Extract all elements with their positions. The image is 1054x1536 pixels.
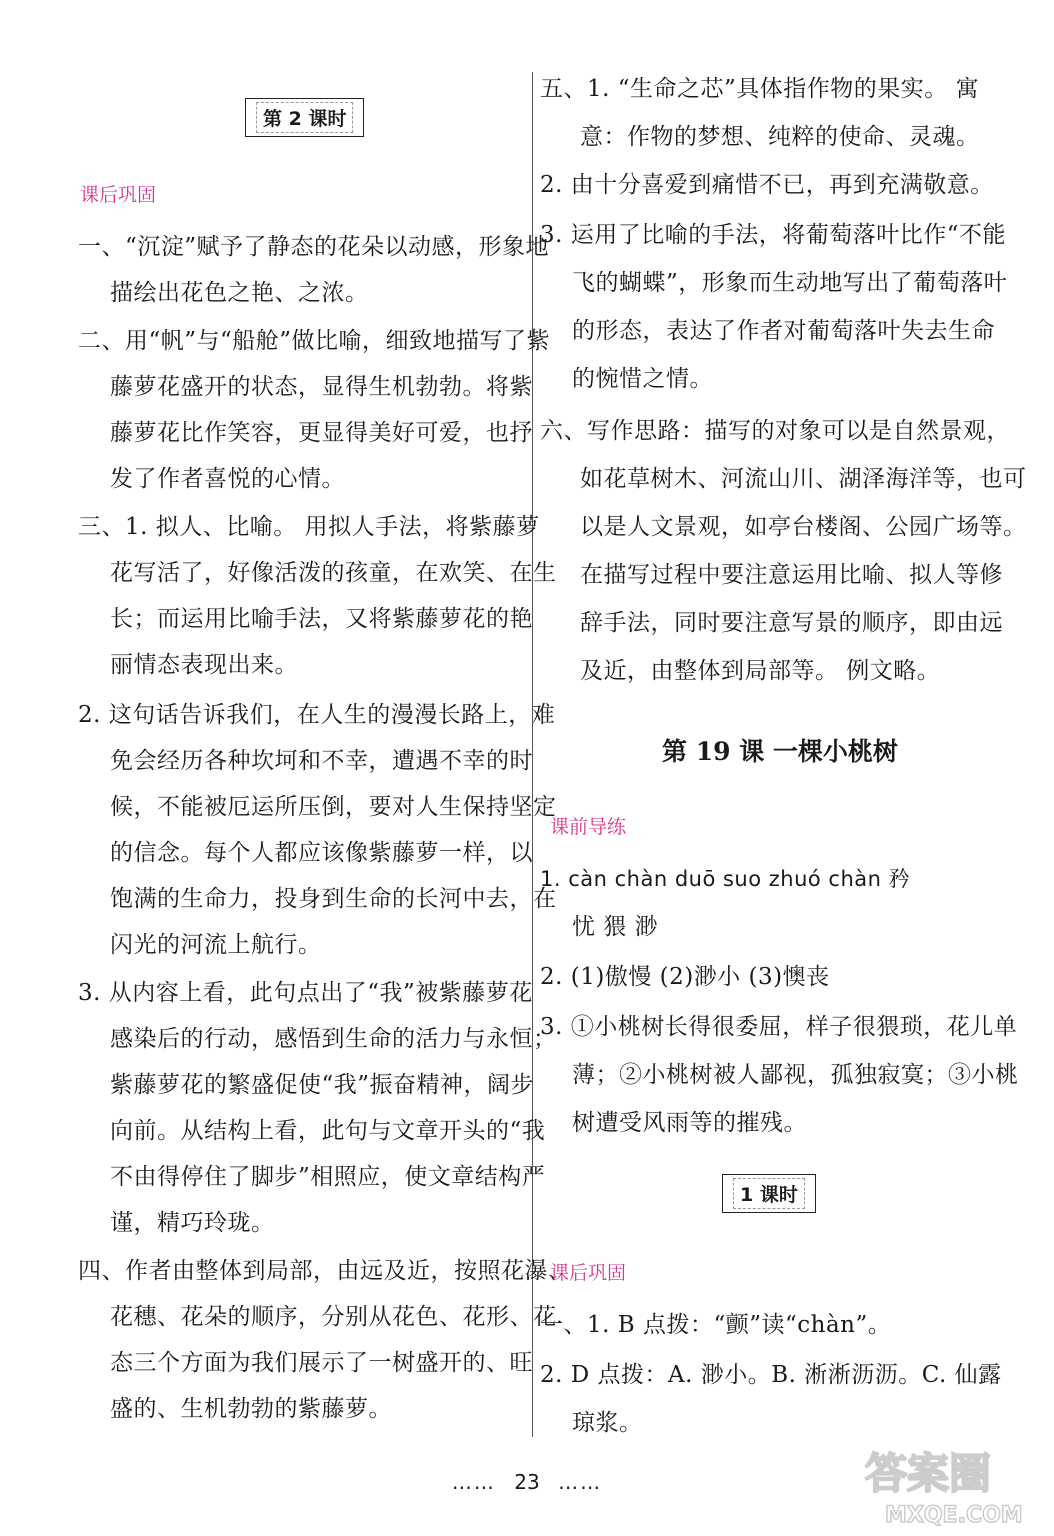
answer-line: 五、1. “生命之芯”具体指作物的果实。 寓 <box>540 76 980 102</box>
footer-dots: …… <box>558 1470 603 1494</box>
answer-line: 的惋惜之情。 <box>572 366 713 392</box>
answer-line: 3. ①小桃树长得很委屈，样子很猥琐，花儿单 <box>540 1014 1018 1040</box>
answer-line: 花穗、花朵的顺序，分别从花色、花形、花 <box>110 1304 557 1330</box>
answer-line: 态三个方面为我们展示了一树盛开的、旺 <box>110 1350 533 1376</box>
answer-line: 花写活了，好像活泼的孩童，在欢笑、在生 <box>110 560 557 586</box>
answer-line: 二、用“帆”与“船舱”做比喻，细致地描写了紫 <box>78 328 551 354</box>
answer-line: 在描写过程中要注意运用比喻、拟人等修 <box>580 562 1003 588</box>
section-heading: 课前导练 <box>550 816 627 838</box>
answer-line: 饱满的生命力，投身到生命的长河中去，在 <box>110 886 557 912</box>
answer-line: 谨，精巧玲珑。 <box>110 1210 275 1236</box>
answer-line: 一、1. B 点拨：“颤”读“chàn”。 <box>540 1312 892 1338</box>
svg-text:答案圈: 答案圈 <box>865 1449 992 1498</box>
answer-line: 感染后的行动，感悟到生命的活力与永恒； <box>110 1026 557 1052</box>
answer-line: 发了作者喜悦的心情。 <box>110 466 345 492</box>
answer-line: 紫藤萝花的繁盛促使“我”振奋精神，阔步 <box>110 1072 535 1098</box>
answer-line: 盛的、生机勃勃的紫藤萝。 <box>110 1396 392 1422</box>
lesson-period-label: 1 课时 <box>733 1178 805 1209</box>
answer-line: 辞手法，同时要注意写景的顺序，即由远 <box>580 610 1003 636</box>
answer-line: 的形态，表达了作者对葡萄落叶失去生命 <box>572 318 995 344</box>
section-heading: 课后巩固 <box>550 1262 627 1284</box>
answer-line: 2. D 点拨：A. 渺小。B. 淅淅沥沥。C. 仙露 <box>540 1362 1002 1388</box>
page-number: 23 <box>514 1470 540 1494</box>
answer-line: 薄；②小桃树被人鄙视，孤独寂寞；③小桃 <box>572 1062 1019 1088</box>
answer-line: 2. 这句话告诉我们，在人生的漫漫长路上，难 <box>78 702 556 728</box>
answer-line: 候，不能被厄运所压倒，要对人生保持坚定 <box>110 794 557 820</box>
answer-line: 丽情态表现出来。 <box>110 652 298 678</box>
answer-line: 飞的蝴蝶”，形象而生动地写出了葡萄落叶 <box>572 270 1008 296</box>
answer-line: 向前。从结构上看，此句与文章开头的“我 <box>110 1118 546 1144</box>
answer-line: 闪光的河流上航行。 <box>110 932 322 958</box>
answer-line: 免会经历各种坎坷和不幸，遭遇不幸的时 <box>110 748 533 774</box>
answer-line: 六、写作思路：描写的对象可以是自然景观， <box>540 418 1010 444</box>
footer-dots: …… <box>451 1470 496 1494</box>
answer-line: 2. (1)傲慢 (2)渺小 (3)懊丧 <box>540 964 830 990</box>
lesson-period-box <box>245 98 364 137</box>
answer-line: 四、作者由整体到局部，由远及近，按照花瀑、 <box>78 1258 572 1284</box>
answer-line: 以是人文景观，如亭台楼阁、公园广场等。 <box>580 514 1027 540</box>
answer-line: 树遭受风雨等的摧残。 <box>572 1110 807 1136</box>
answer-line: 描绘出花色之艳、之浓。 <box>110 280 369 306</box>
svg-text:MXQE.COM: MXQE.COM <box>885 1503 1023 1528</box>
answer-line: 琼浆。 <box>572 1410 643 1436</box>
answer-line: 3. 从内容上看，此句点出了“我”被紫藤萝花 <box>78 980 533 1006</box>
lesson-period-label: 第 2 课时 <box>256 102 353 133</box>
answer-line: 藤萝花盛开的状态，显得生机勃勃。将紫 <box>110 374 533 400</box>
answer-line: 三、1. 拟人、比喻。 用拟人手法，将紫藤萝 <box>78 514 540 540</box>
answer-line: 长；而运用比喻手法，又将紫藤萝花的艳 <box>110 606 533 632</box>
answer-line: 一、“沉淀”赋予了静态的花朵以动感，形象地 <box>78 234 550 260</box>
answer-line: 2. 由十分喜爱到痛惜不已，再到充满敬意。 <box>540 172 994 198</box>
answer-line: 忧 猥 渺 <box>572 914 659 940</box>
section-heading: 课后巩固 <box>80 184 157 206</box>
answer-line: 意：作物的梦想、纯粹的使命、灵魂。 <box>580 124 980 150</box>
answer-line: 不由得停住了脚步”相照应，使文章结构严 <box>110 1164 546 1190</box>
lesson-period-box <box>722 1174 816 1213</box>
watermark-logo <box>855 1440 1035 1530</box>
answer-line: 藤萝花比作笑容，更显得美好可爱，也抒 <box>110 420 533 446</box>
answer-line: 及近，由整体到局部等。 例文略。 <box>580 658 941 684</box>
answer-line: 3. 运用了比喻的手法，将葡萄落叶比作“不能 <box>540 222 1007 248</box>
lesson-title: 第 19 课 一棵小桃树 <box>662 737 898 766</box>
answer-line: 如花草树木、河流山川、湖泽海洋等，也可 <box>580 466 1027 492</box>
pinyin-line: 1. càn chàn duō suo zhuó chàn 矜 <box>540 867 911 891</box>
answer-line: 的信念。每个人都应该像紫藤萝一样，以 <box>110 840 533 866</box>
